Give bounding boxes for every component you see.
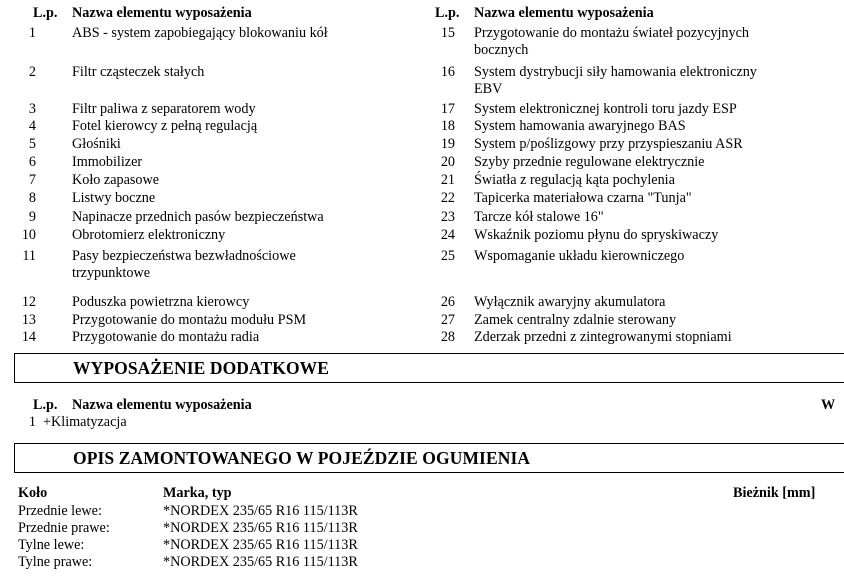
equipment-item-number: 2 (28, 64, 36, 80)
equipment-item-name: Koło zapasowe (72, 172, 160, 188)
equipment-item-number: 19 (440, 136, 455, 152)
equipment-item-name: Wyłącznik awaryjny akumulatora (474, 294, 666, 310)
tire-row-wheel: Przednie lewe: (18, 503, 102, 519)
additional-header-truncated: W (821, 397, 836, 413)
tire-row-wheel: Przednie prawe: (18, 520, 110, 536)
tire-row-brand: *NORDEX 235/65 R16 115/113R (163, 503, 358, 519)
additional-equipment-section-header (14, 353, 844, 383)
equipment-item-number: 21 (440, 172, 455, 188)
equipment-item-name: System elektronicznej kontroli toru jazdy ESP (474, 101, 737, 117)
equipment-item-name: Filtr cząsteczek stałych (72, 64, 205, 80)
equipment-right-header-name: Nazwa elementu wyposażenia (474, 5, 654, 21)
additional-equipment-title: WYPOSAŻENIE DODATKOWE (73, 358, 330, 378)
equipment-item-name: Tapicerka materiałowa czarna "Tunja" (474, 190, 692, 206)
equipment-item-number: 17 (440, 101, 455, 117)
equipment-left-header-lp: L.p. (33, 5, 58, 21)
equipment-item-name: Światła z regulacją kąta pochylenia (474, 172, 675, 188)
equipment-item-name: Listwy boczne (72, 190, 156, 206)
equipment-item-name: Przygotowanie do montażu modułu PSM (72, 312, 307, 328)
equipment-item-name: Obrotomierz elektroniczny (72, 227, 226, 243)
additional-item-number: 1 (28, 414, 36, 430)
tires-header-tread: Bieżnik [mm] (733, 485, 816, 501)
equipment-item-name: Immobilizer (72, 154, 143, 170)
equipment-item-name: EBV (474, 81, 503, 97)
equipment-item-name: System hamowania awaryjnego BAS (474, 118, 686, 134)
equipment-item-name: Przygotowanie do montażu radia (72, 329, 260, 345)
equipment-item-number: 28 (440, 329, 455, 345)
equipment-item-number: 7 (28, 172, 36, 188)
equipment-item-number: 3 (28, 101, 36, 117)
equipment-item-name: Tarcze kół stalowe 16" (474, 209, 604, 225)
equipment-item-name: trzypunktowe (72, 265, 151, 281)
equipment-item-name: Napinacze przednich pasów bezpieczeństwa (72, 209, 324, 225)
equipment-item-number: 11 (22, 248, 36, 264)
equipment-item-name: System p/poślizgowy przy przyspieszaniu ASR (474, 136, 743, 152)
equipment-item-name: Filtr paliwa z separatorem wody (72, 101, 256, 117)
equipment-item-number: 24 (440, 227, 455, 243)
tire-row-wheel: Tylne prawe: (18, 554, 93, 570)
tires-header-wheel: Koło (18, 485, 48, 501)
tires-header-brand: Marka, typ (163, 485, 232, 501)
equipment-item-number: 25 (440, 248, 455, 264)
equipment-item-name: bocznych (474, 42, 529, 58)
equipment-item-name: Zderzak przedni z zintegrowanymi stopniami (474, 329, 732, 345)
equipment-item-number: 15 (440, 25, 455, 41)
equipment-item-number: 23 (440, 209, 455, 225)
tire-row-brand: *NORDEX 235/65 R16 115/113R (163, 520, 358, 536)
equipment-item-name: Wspomaganie układu kierowniczego (474, 248, 685, 264)
equipment-item-name: Przygotowanie do montażu świateł pozycyjnych (474, 25, 750, 41)
equipment-left-header-name: Nazwa elementu wyposażenia (72, 5, 252, 21)
equipment-item-number: 20 (440, 154, 455, 170)
equipment-item-number: 22 (440, 190, 455, 206)
equipment-item-number: 16 (440, 64, 455, 80)
equipment-item-name: Szyby przednie regulowane elektrycznie (474, 154, 705, 170)
equipment-item-name: Fotel kierowcy z pełną regulacją (72, 118, 258, 134)
equipment-item-number: 5 (28, 136, 36, 152)
equipment-item-name: Głośniki (72, 136, 121, 152)
equipment-item-number: 6 (28, 154, 36, 170)
tires-title: OPIS ZAMONTOWANEGO W POJEŹDZIE OGUMIENIA (73, 448, 531, 468)
equipment-item-number: 27 (440, 312, 455, 328)
equipment-item-name: Pasy bezpieczeństwa bezwładnościowe (72, 248, 296, 264)
tires-section-header (14, 443, 844, 473)
equipment-item-number: 12 (21, 294, 36, 310)
tire-row-wheel: Tylne lewe: (18, 537, 85, 553)
equipment-item-name: Wskaźnik poziomu płynu do spryskiwaczy (474, 227, 719, 243)
equipment-item-number: 10 (21, 227, 36, 243)
equipment-item-number: 1 (28, 25, 36, 41)
equipment-right-header-lp: L.p. (435, 5, 460, 21)
equipment-item-number: 8 (28, 190, 36, 206)
equipment-item-name: ABS - system zapobiegający blokowaniu kół (72, 25, 328, 41)
equipment-item-number: 18 (440, 118, 455, 134)
equipment-item-name: System dystrybucji siły hamowania elektroniczny (474, 64, 757, 80)
equipment-item-number: 13 (21, 312, 36, 328)
additional-header-name: Nazwa elementu wyposażenia (72, 397, 252, 413)
additional-item-name: +Klimatyzacja (43, 414, 127, 430)
equipment-item-name: Zamek centralny zdalnie sterowany (474, 312, 677, 328)
equipment-item-number: 14 (21, 329, 36, 345)
equipment-item-number: 9 (28, 209, 36, 225)
equipment-item-number: 4 (28, 118, 36, 134)
equipment-item-number: 26 (440, 294, 455, 310)
tire-row-brand: *NORDEX 235/65 R16 115/113R (163, 554, 358, 570)
equipment-item-name: Poduszka powietrzna kierowcy (72, 294, 250, 310)
tire-row-brand: *NORDEX 235/65 R16 115/113R (163, 537, 358, 553)
additional-header-lp: L.p. (33, 397, 58, 413)
